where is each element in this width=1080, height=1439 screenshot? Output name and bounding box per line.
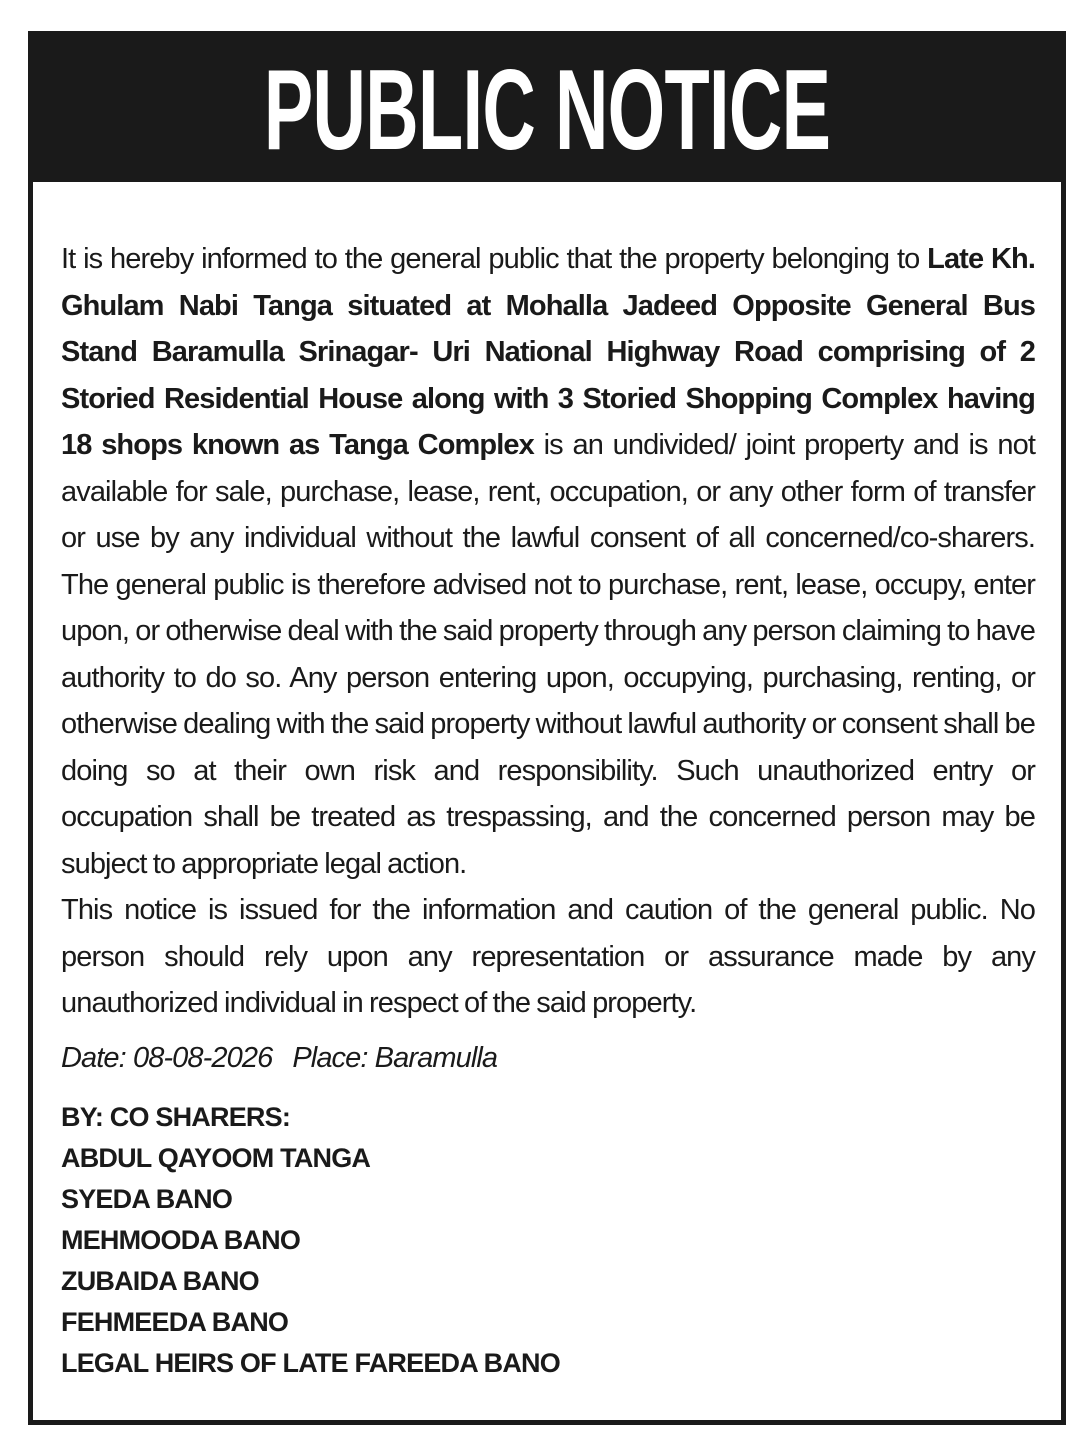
signer-name: ZUBAIDA BANO (61, 1265, 259, 1296)
date-place-line (61, 1035, 1035, 1081)
notice-body-paragraph (61, 236, 1035, 887)
body-intro: It is hereby informed to the general public that the property belonging to (61, 243, 920, 275)
notice-title: PUBLIC NOTICE (263, 45, 831, 174)
public-notice-box (28, 31, 1066, 1425)
signer-name: FEHMEEDA BANO (61, 1306, 289, 1337)
body-continuation: is an undivided/ joint property and is not available for sale, purchase, lease, rent, occupation, or any other form of transfer or use by any individual without the lawful consent of all concerned/co-sharers. The general public is therefore advised not to purchase, rent, lease, occupy, enter upon, or otherwise deal with the said property through any person claiming to have authority to do so. Any person entering upon, occupying, purchasing, renting, or otherwise dealing with the said property without lawful authority or consent shall be doing so at their own risk and responsibility. Such unauthorized entry or occupation shall be treated as trespassing, and the concerned person may be subject to appropriate legal action. (61, 429, 1035, 880)
notice-date: Date: 08-08-2026 (61, 1041, 273, 1074)
signer-name: ABDUL QAYOOM TANGA (61, 1142, 371, 1173)
notice-header-bar (33, 36, 1061, 182)
signer-name: LEGAL HEIRS OF LATE FAREEDA BANO (61, 1347, 560, 1378)
property-description: Late Kh. Ghulam Nabi Tanga situated at Mohalla Jadeed Opposite General Bus Stand Baramulla Srinagar- Uri National Highway Road comprising of 2 Storied Residential House along with 3 Storied Shopping Complex having 18 shops known as Tanga Complex (61, 243, 1035, 461)
notice-second-paragraph: This notice is issued for the information and caution of the general public. No person should rely upon any representation or assurance made by any unauthorized individual in respect of the said property. (61, 894, 1035, 1019)
signers-heading: BY: CO SHARERS: (61, 1101, 291, 1132)
notice-content (61, 236, 1035, 1384)
notice-place: Place: Baramulla (292, 1041, 498, 1074)
signer-name: MEHMOODA BANO (61, 1224, 301, 1255)
signer-name: SYEDA BANO (61, 1183, 233, 1214)
signers-block (61, 1097, 1035, 1384)
